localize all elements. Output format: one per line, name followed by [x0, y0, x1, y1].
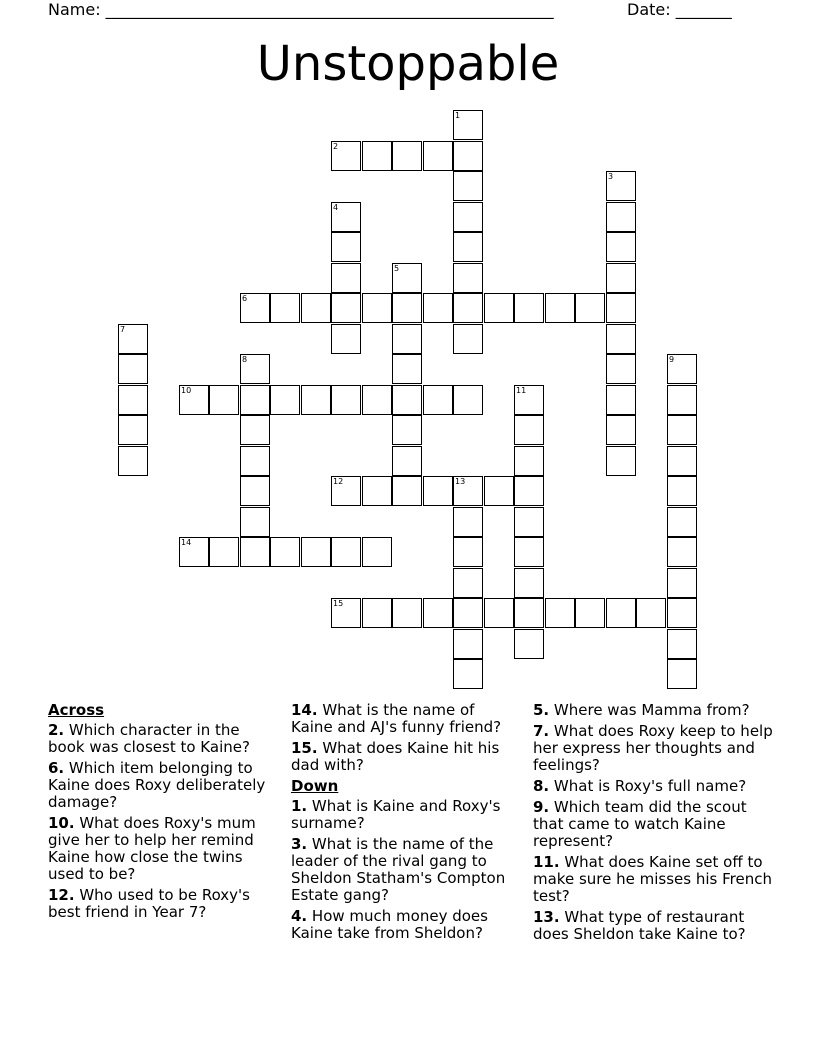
grid-cell[interactable] — [270, 537, 300, 567]
grid-cell[interactable] — [606, 232, 636, 262]
grid-cell[interactable] — [514, 507, 544, 537]
clue-down-13: 13. What type of restaurant does Sheldon take Kaine to? — [533, 908, 746, 943]
clue-number-label: 3 — [608, 172, 614, 181]
grid-cell[interactable] — [423, 598, 453, 628]
clue-down-9: 9. Which team did the scout that came to watch Kaine represent? — [533, 798, 747, 850]
clue-number-label: 11 — [516, 386, 527, 395]
grid-cell[interactable] — [331, 293, 361, 323]
grid-cell[interactable] — [240, 537, 270, 567]
grid-cell[interactable] — [331, 324, 361, 354]
grid-cell[interactable] — [362, 141, 392, 171]
grid-cell[interactable] — [575, 293, 605, 323]
clue-number-label: 2 — [333, 142, 339, 151]
grid-cell[interactable] — [667, 568, 697, 598]
clue-across-10: 10. What does Roxy's mum give her to help her remind Kaine how close the twins used to be? — [48, 814, 256, 883]
grid-cell[interactable] — [423, 293, 453, 323]
grid-cell[interactable] — [301, 537, 331, 567]
clue-number-label: 10 — [181, 386, 192, 395]
down-heading: Down — [291, 777, 339, 795]
grid-cell[interactable] — [331, 263, 361, 293]
grid-cell[interactable] — [209, 385, 239, 415]
grid-cell[interactable] — [453, 537, 483, 567]
grid-cell[interactable] — [514, 598, 544, 628]
grid-cell[interactable] — [484, 476, 514, 506]
grid-cell[interactable] — [514, 476, 544, 506]
clue-down-5: 5. Where was Mamma from? — [533, 701, 750, 719]
grid-cell[interactable] — [606, 415, 636, 445]
grid-cell[interactable] — [606, 324, 636, 354]
grid-cell[interactable] — [423, 476, 453, 506]
grid-cell[interactable] — [331, 385, 361, 415]
clues-column-2 — [291, 702, 517, 946]
grid-cell[interactable] — [667, 385, 697, 415]
grid-cell[interactable] — [606, 598, 636, 628]
grid-cell[interactable] — [240, 507, 270, 537]
clue-down-7: 7. What does Roxy keep to help her express her thoughts and feelings? — [533, 722, 773, 774]
clue-number-label: 13 — [455, 477, 466, 486]
clue-number-label: 14 — [181, 538, 192, 547]
grid-cell[interactable] — [118, 446, 148, 476]
grid-cell[interactable] — [392, 141, 422, 171]
grid-cell[interactable] — [453, 141, 483, 171]
grid-cell[interactable] — [209, 537, 239, 567]
grid-cell[interactable] — [392, 446, 422, 476]
grid-cell[interactable] — [545, 293, 575, 323]
clue-number-label: 8 — [242, 355, 248, 364]
clue-across-15: 15. What does Kaine hit his dad with? — [291, 739, 500, 774]
grid-cell[interactable] — [453, 202, 483, 232]
grid-cell[interactable] — [606, 263, 636, 293]
clues-column-3 — [533, 702, 773, 947]
grid-cell[interactable] — [453, 659, 483, 689]
grid-cell[interactable] — [545, 598, 575, 628]
grid-cell[interactable] — [514, 537, 544, 567]
clue-across-2: 2. Which character in the book was closest to Kaine? — [48, 721, 250, 756]
grid-cell[interactable] — [667, 537, 697, 567]
clue-across-6: 6. Which item belonging to Kaine does Roxy deliberately damage? — [48, 759, 266, 811]
grid-cell[interactable] — [575, 598, 605, 628]
grid-cell[interactable] — [118, 385, 148, 415]
grid-cell[interactable] — [636, 598, 666, 628]
grid-cell[interactable] — [514, 446, 544, 476]
name-field-label: Name: ________________________________________________________ — [48, 0, 554, 19]
grid-cell[interactable] — [606, 446, 636, 476]
clue-across-12: 12. Who used to be Roxy's best friend in Year 7? — [48, 886, 250, 921]
grid-cell[interactable] — [240, 476, 270, 506]
grid-cell[interactable] — [667, 446, 697, 476]
grid-cell[interactable] — [362, 385, 392, 415]
across-heading: Across — [48, 701, 105, 719]
clue-number-label: 5 — [394, 264, 400, 273]
grid-cell[interactable] — [514, 629, 544, 659]
clue-down-8: 8. What is Roxy's full name? — [533, 777, 747, 795]
grid-cell[interactable] — [118, 415, 148, 445]
grid-cell[interactable] — [453, 324, 483, 354]
clue-number-label: 12 — [333, 477, 344, 486]
date-field-label: Date: _______ — [627, 0, 732, 19]
grid-cell[interactable] — [362, 537, 392, 567]
grid-cell[interactable] — [484, 598, 514, 628]
grid-cell[interactable] — [331, 537, 361, 567]
grid-cell[interactable] — [484, 293, 514, 323]
grid-cell[interactable] — [362, 598, 392, 628]
grid-cell[interactable] — [667, 629, 697, 659]
grid-cell[interactable] — [392, 354, 422, 384]
grid-cell[interactable] — [423, 141, 453, 171]
clues-column-1 — [48, 702, 278, 925]
grid-cell[interactable] — [667, 598, 697, 628]
grid-cell[interactable] — [453, 293, 483, 323]
grid-cell[interactable] — [392, 385, 422, 415]
grid-cell[interactable] — [362, 476, 392, 506]
grid-cell[interactable] — [301, 385, 331, 415]
grid-cell[interactable] — [392, 415, 422, 445]
grid-cell[interactable] — [453, 568, 483, 598]
grid-cell[interactable] — [514, 293, 544, 323]
grid-cell[interactable] — [301, 293, 331, 323]
grid-cell[interactable] — [118, 354, 148, 384]
clue-number-label: 4 — [333, 203, 339, 212]
grid-cell[interactable] — [392, 324, 422, 354]
clue-down-11: 11. What does Kaine set off to make sure he misses his French test? — [533, 853, 772, 905]
grid-cell[interactable] — [270, 385, 300, 415]
grid-cell[interactable] — [453, 385, 483, 415]
grid-cell[interactable] — [453, 629, 483, 659]
grid-cell[interactable] — [392, 293, 422, 323]
grid-cell[interactable] — [453, 171, 483, 201]
grid-cell[interactable] — [453, 232, 483, 262]
grid-cell[interactable] — [606, 354, 636, 384]
clue-number-label: 9 — [669, 355, 675, 364]
grid-cell[interactable] — [392, 476, 422, 506]
grid-cell[interactable] — [270, 293, 300, 323]
grid-cell[interactable] — [514, 415, 544, 445]
grid-cell[interactable] — [514, 568, 544, 598]
grid-cell[interactable] — [240, 446, 270, 476]
clue-number-label: 6 — [242, 294, 248, 303]
clue-down-1: 1. What is Kaine and Roxy's surname? — [291, 797, 501, 832]
grid-cell[interactable] — [606, 293, 636, 323]
grid-cell[interactable] — [667, 659, 697, 689]
grid-cell[interactable] — [453, 507, 483, 537]
clue-down-4: 4. How much money does Kaine take from Sheldon? — [291, 907, 488, 942]
grid-cell[interactable] — [240, 415, 270, 445]
grid-cell[interactable] — [667, 507, 697, 537]
grid-cell[interactable] — [606, 385, 636, 415]
grid-cell[interactable] — [667, 476, 697, 506]
page-title: Unstoppable — [256, 36, 560, 92]
clue-number-label: 7 — [120, 325, 126, 334]
grid-cell[interactable] — [667, 415, 697, 445]
grid-cell[interactable] — [331, 232, 361, 262]
grid-cell[interactable] — [453, 598, 483, 628]
grid-cell[interactable] — [392, 598, 422, 628]
grid-cell[interactable] — [606, 202, 636, 232]
grid-cell[interactable] — [240, 385, 270, 415]
grid-cell[interactable] — [362, 293, 392, 323]
clue-across-14: 14. What is the name of Kaine and AJ's funny friend? — [291, 701, 502, 736]
grid-cell[interactable] — [453, 263, 483, 293]
clue-down-3: 3. What is the name of the leader of the rival gang to Sheldon Statham's Compton Estate gang? — [291, 835, 506, 904]
grid-cell[interactable] — [423, 385, 453, 415]
clue-number-label: 15 — [333, 599, 344, 608]
clue-number-label: 1 — [455, 111, 461, 120]
